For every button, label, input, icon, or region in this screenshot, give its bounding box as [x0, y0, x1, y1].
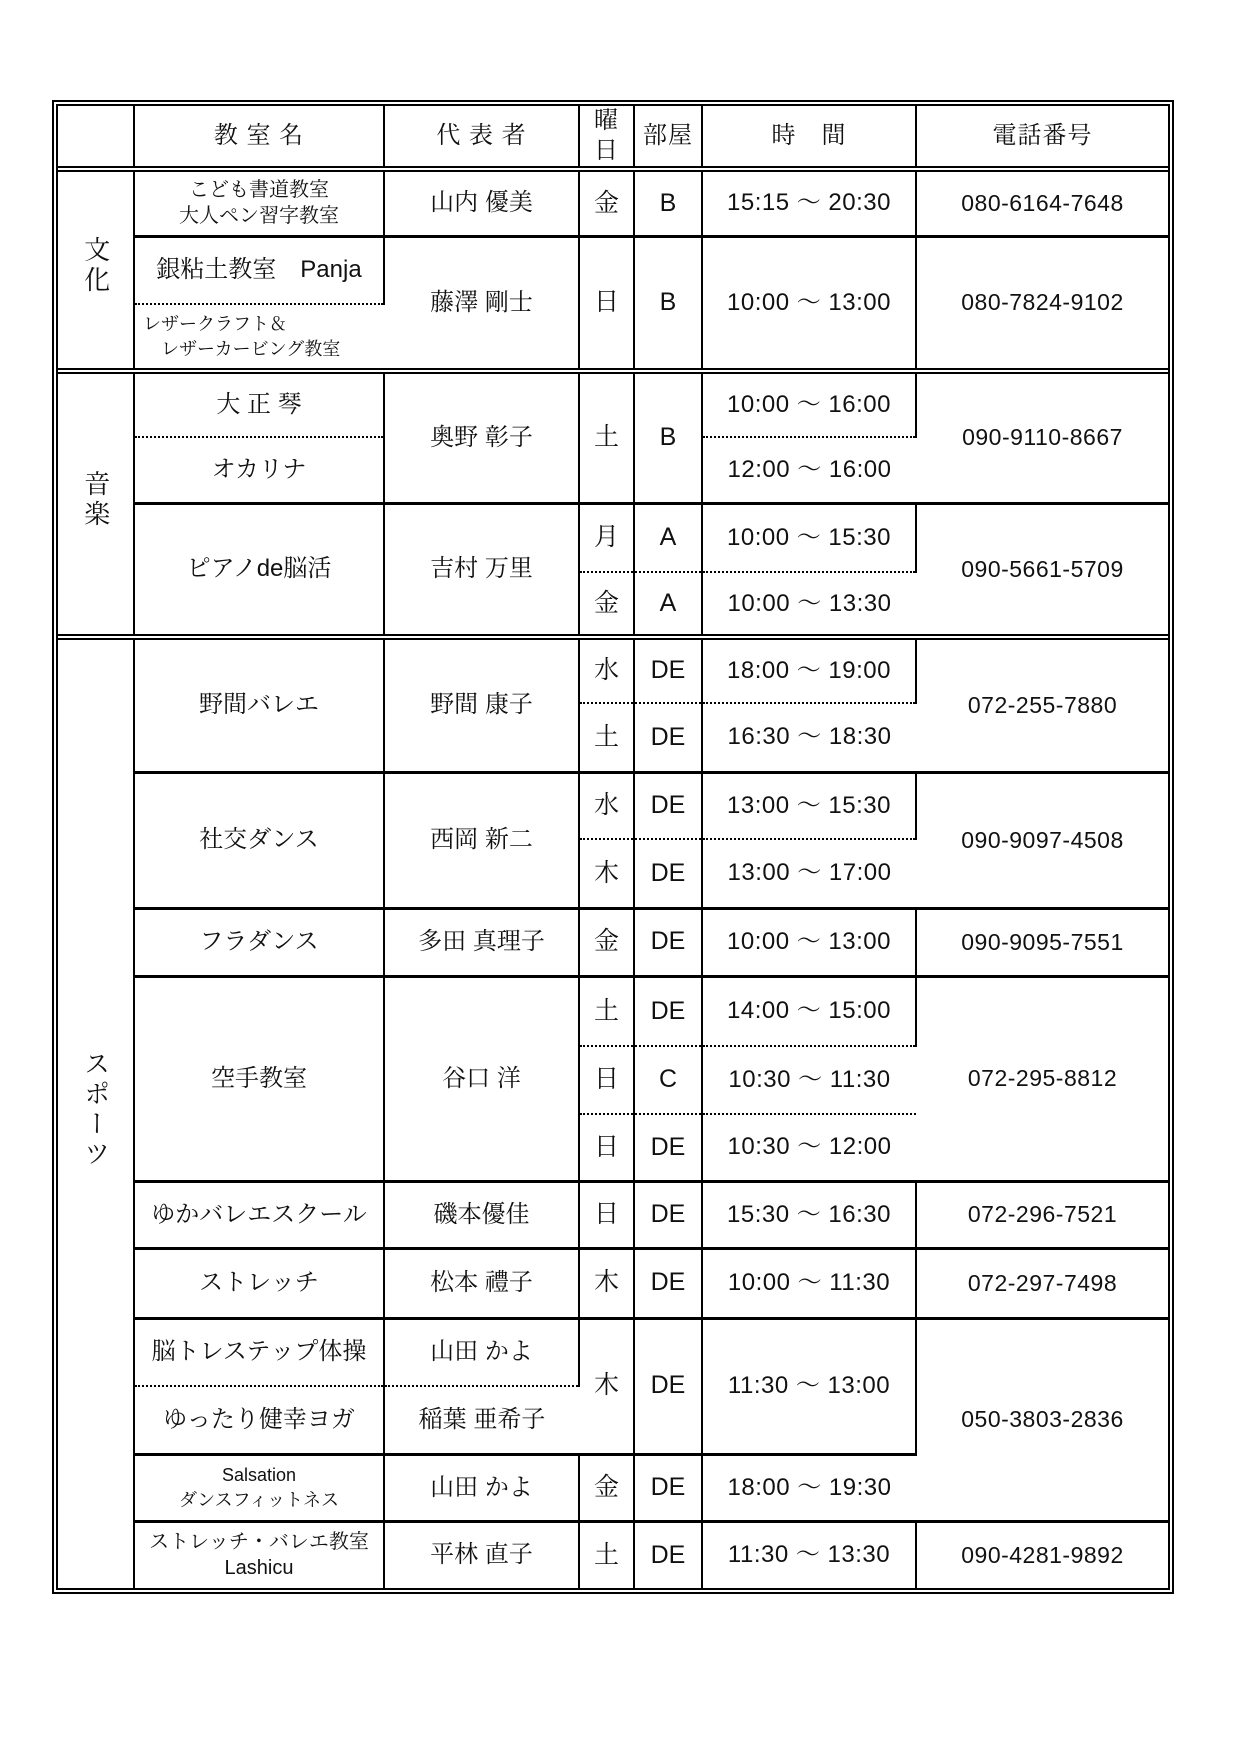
rep-cell: 多田 真理子: [384, 908, 579, 976]
name-cell: ストレッチ・バレエ教室 Lashicu: [134, 1521, 384, 1588]
phone-cell: 072-295-8812: [916, 976, 1168, 1181]
time-cell: 10:30 ～ 12:00: [702, 1114, 916, 1181]
time-cell: 11:30 ～ 13:00: [702, 1318, 916, 1454]
time-cell: 10:00 ～ 15:30: [702, 503, 916, 572]
day-cell: 木: [579, 839, 634, 908]
phone-cell: 090-5661-5709: [916, 503, 1168, 637]
name-cell: レザークラフト＆ レザーカービング教室: [134, 304, 384, 371]
phone-cell: 080-6164-7648: [916, 169, 1168, 236]
name-cell: ゆったり健幸ヨガ: [134, 1386, 384, 1454]
rep-cell: 西岡 新二: [384, 772, 579, 908]
time-cell: 10:00 ～ 13:00: [702, 908, 916, 976]
phone-cell: 090-4281-9892: [961, 1541, 1124, 1568]
name-cell: 銀粘土教室 Panja: [134, 236, 384, 304]
rep-cell: 山田 かよ: [384, 1318, 579, 1386]
room-cell: C: [634, 1046, 702, 1114]
room-cell: DE: [634, 1248, 702, 1318]
table-body: [58, 169, 1168, 1588]
time-cell: 15:30 ～ 16:30: [702, 1181, 916, 1248]
time-cell: 10:00 ～ 16:00: [702, 371, 916, 437]
time-cell: 16:30 ～ 18:30: [702, 703, 916, 772]
table-row: [58, 371, 1168, 437]
table-row: [58, 503, 1168, 572]
day-cell: 金: [579, 908, 634, 976]
table-header: [58, 106, 1168, 169]
day-cell: 木: [579, 1318, 634, 1454]
time-cell: 14:00 ～ 15:00: [702, 976, 916, 1046]
table-row: [58, 169, 1168, 236]
room-cell: DE: [634, 772, 702, 839]
room-cell: B: [634, 371, 702, 503]
table-row: [58, 1318, 1168, 1386]
column-header-category: [58, 106, 134, 169]
category-cell: [58, 371, 134, 637]
phone-cell: 072-297-7498: [916, 1248, 1168, 1318]
rep-cell: 野間 康子: [384, 637, 579, 772]
room-cell: A: [634, 572, 702, 637]
time-cell: 13:00 ～ 15:30: [702, 772, 916, 839]
room-cell: DE: [634, 637, 702, 703]
time-cell: 10:00 ～ 13:30: [702, 572, 916, 637]
time-cell: 12:00 ～ 16:00: [702, 437, 916, 503]
time-cell: 18:00 ～ 19:30: [702, 1454, 916, 1521]
rep-cell: 稲葉 亜希子: [384, 1386, 579, 1454]
day-cell: 水: [579, 772, 634, 839]
name-cell: オカリナ: [134, 437, 384, 503]
day-cell: 木: [579, 1248, 634, 1318]
category-cell: [58, 169, 134, 371]
room-cell: DE: [634, 1318, 702, 1454]
time-cell: 10:00 ～ 13:00: [702, 236, 916, 371]
table-row: [58, 1521, 1168, 1588]
table-row: [58, 236, 1168, 304]
room-cell: DE: [634, 1454, 702, 1521]
room-cell: DE: [634, 1521, 702, 1588]
time-cell: 10:30 ～ 11:30: [702, 1046, 916, 1114]
name-cell: こども書道教室 大人ペン習字教室: [134, 169, 384, 236]
day-cell: 土: [579, 976, 634, 1046]
rep-cell: 磯本優佳: [384, 1181, 579, 1248]
column-header-name: 教 室 名: [134, 106, 384, 169]
column-header-rep: 代 表 者: [384, 106, 579, 169]
rep-cell: 奥野 彰子: [384, 371, 579, 503]
category-vertical-label: 音楽: [80, 470, 111, 531]
room-cell: A: [634, 503, 702, 572]
room-cell: B: [634, 169, 702, 236]
name-cell: ゆかバレエスクール: [134, 1181, 384, 1248]
day-cell: 日: [579, 1181, 634, 1248]
day-cell: 日: [579, 236, 634, 371]
time-cell: 15:15 ～ 20:30: [702, 169, 916, 236]
room-cell: DE: [634, 1181, 702, 1248]
time-cell: 11:30 ～ 13:30: [702, 1521, 916, 1588]
name-cell: フラダンス: [134, 908, 384, 976]
name-cell: 脳トレステップ体操: [134, 1318, 384, 1386]
table-row: [58, 1181, 1168, 1248]
table-row: [58, 908, 1168, 976]
day-cell: 日: [579, 1046, 634, 1114]
name-cell: 野間バレエ: [134, 637, 384, 772]
day-cell: 金: [579, 572, 634, 637]
column-header-phone: 電話番号: [916, 106, 1168, 169]
rep-cell: 吉村 万里: [384, 503, 579, 637]
day-cell: 水: [579, 637, 634, 703]
table-row: [58, 772, 1168, 839]
phone-cell: 090-9095-7551: [916, 908, 1168, 976]
room-cell: DE: [634, 1114, 702, 1181]
schedule-table-frame: [52, 100, 1174, 1594]
column-header-time: 時 間: [702, 106, 916, 169]
rep-cell: 山内 優美: [384, 169, 579, 236]
name-cell: ピアノde脳活: [134, 503, 384, 637]
room-cell: DE: [634, 839, 702, 908]
phone-cell: 080-7824-9102: [916, 236, 1168, 371]
time-cell: 10:00 ～ 11:30: [702, 1248, 916, 1318]
room-cell: DE: [634, 703, 702, 772]
rep-cell: 松本 禮子: [384, 1248, 579, 1318]
column-header-room: 部屋: [634, 106, 702, 169]
phone-cell: 072-296-7521: [916, 1181, 1168, 1248]
name-cell: 空手教室: [134, 976, 384, 1181]
day-cell: 月: [579, 503, 634, 572]
day-cell: 土: [579, 371, 634, 503]
time-cell: 13:00 ～ 17:00: [702, 839, 916, 908]
table-row: [58, 1248, 1168, 1318]
category-vertical-label: 文化: [80, 236, 111, 297]
day-cell: 土: [579, 703, 634, 772]
room-cell: B: [634, 236, 702, 371]
category-cell: [58, 637, 134, 1588]
rep-cell: 藤澤 剛士: [384, 236, 579, 371]
phone-cell: 072-255-7880: [916, 637, 1168, 772]
header-row: [58, 106, 1168, 169]
column-header-day: 曜日: [579, 106, 634, 169]
table-row: [58, 637, 1168, 703]
name-cell: 社交ダンス: [134, 772, 384, 908]
category-vertical-label: スポーツ: [80, 1050, 111, 1171]
rep-cell: 谷口 洋: [384, 976, 579, 1181]
day-cell: 土: [579, 1521, 634, 1588]
time-cell: 18:00 ～ 19:00: [702, 637, 916, 703]
rep-cell: 山田 かよ: [384, 1454, 579, 1521]
room-cell: DE: [634, 908, 702, 976]
room-cell: DE: [634, 976, 702, 1046]
day-cell: 金: [579, 1454, 634, 1521]
rep-cell: 平林 直子: [384, 1521, 579, 1588]
name-cell: ストレッチ: [134, 1248, 384, 1318]
name-cell: 大 正 琴: [134, 371, 384, 437]
schedule-table: [58, 106, 1168, 1588]
name-cell: Salsation ダンスフィットネス: [134, 1454, 384, 1521]
phone-cell: 050-3803-2836: [916, 1318, 1168, 1521]
day-cell: 日: [579, 1114, 634, 1181]
phone-cell: 090-9110-8667: [916, 371, 1168, 503]
day-cell: 金: [579, 169, 634, 236]
phone-cell: 090-9097-4508: [916, 772, 1168, 908]
table-row: [58, 976, 1168, 1046]
